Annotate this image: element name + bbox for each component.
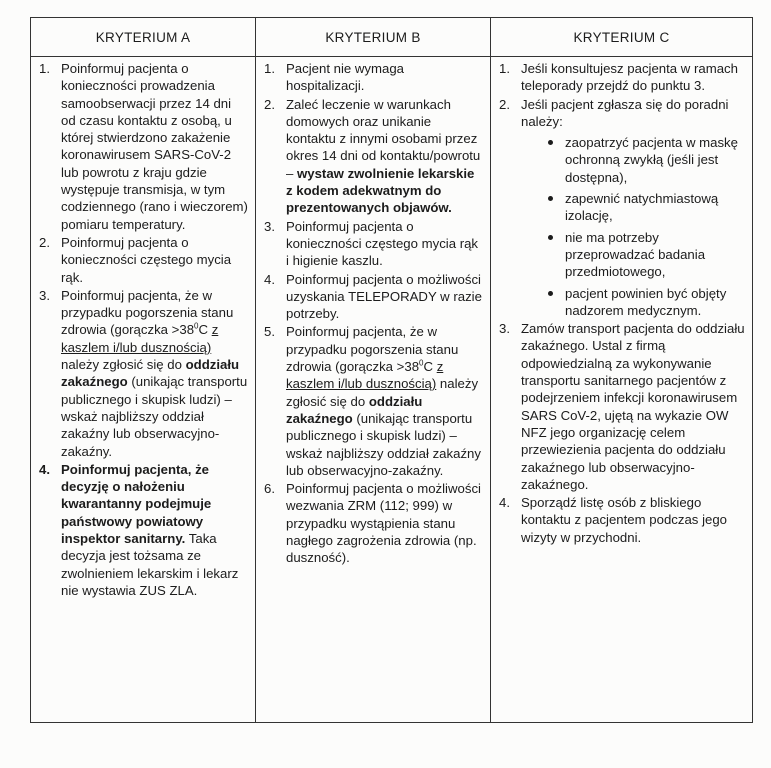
item-number: 3. [499,321,510,337]
item-text: Sporządź listę osób z bliskiego kontaktu z pacjentem podczas jego wizyty w przychodni. [521,495,727,545]
header-criterion-b: KRYTERIUM B [256,18,491,57]
bold-text: oddziału zakaźnego [61,357,240,390]
list-item [264,323,484,479]
underlined-text: z kaszlem i/lub dusznością) [61,322,219,355]
item-text: Jeśli pacjent zgłasza się do poradni należy: [521,96,729,129]
column-criterion-c [491,57,753,723]
list-criterion-c [499,60,746,546]
list-item [264,96,484,217]
item-text: Pacjent nie wymaga hospitalizacji. [286,61,405,94]
list-item [264,60,484,95]
item-number: 4. [499,495,510,511]
item-text: Taka decyzja jest tożsama ze zwolnieniem lekarskim i lekarz nie wystawia ZUS ZLA. [61,531,239,598]
item-text: (unikając transportu publicznego i skupisk ludzi) – wskaż najbliższy oddział zakaźny lub obserwacyjno-zakaźny. [286,410,481,478]
header-criterion-c: KRYTERIUM C [491,18,753,57]
header-row [31,18,753,57]
underlined-text: z kaszlem i/lub dusznością) [286,359,444,392]
list-item [39,461,249,599]
column-criterion-a [31,57,256,723]
item-text: Jeśli konsultujesz pacjenta w ramach teleporady przejdź do punktu 3. [521,61,738,94]
bullet-item: pacjent powinien być objęty nadzorem medycznym. [521,285,746,320]
list-criterion-a [39,60,249,599]
item-number: 6. [264,481,275,497]
list-criterion-b [264,60,484,567]
item-text: (unikając transportu publicznego i skupisk ludzi) – wskaż najbliższy oddział zakaźny lub obserwacyjno-zakaźny. [61,374,248,459]
item-text: Poinformuj pacjenta o możliwości wezwania ZRM (112; 999) w przypadku wystąpienia stanu nagłego zagrożenia zdrowia (np. duszność). [286,481,481,566]
list-item [39,287,249,460]
list-item [499,96,746,320]
list-item [499,494,746,546]
item-text: Poinformuj pacjenta o konieczności prowadzenia samoobserwacji przez 14 dni od czasu kontaktu z osobą, u której stwierdzono zakażenie koronawirusem SARS-CoV-2 lub powrotu z kraju gdzie występuje transmisja, w tym codziennego (rano i wieczorem) pomiaru temperatury. [61,61,248,232]
list-item [499,60,746,95]
item-number: 2. [264,96,275,112]
item-text: Zaleć leczenie w warunkach domowych oraz unikanie kontaktu z innymi osobami przez okres 14 dni od kontaktu/powrotu – [286,96,481,181]
item-text: C [423,359,437,375]
item-number: 3. [264,218,275,234]
item-text: Poinformuj pacjenta, że w przypadku pogorszenia stanu zdrowia (gorączka >38 [61,287,234,338]
degree-sup: 0 [194,322,199,332]
bold-text: Poinformuj pacjenta, że decyzję o nałożeniu kwarantanny podejmuje państwowy powiatowy inspektor sanitarny. [61,461,212,547]
item-number: 2. [499,96,510,112]
item-number: 4. [264,271,275,287]
item-number: 5. [264,324,275,340]
item-number: 2. [39,234,50,250]
list-item [264,480,484,566]
item-number: 3. [39,287,50,303]
item-number: 1. [264,61,275,76]
list-item [264,271,484,323]
item-text: Poinformuj pacjenta o konieczności częstego mycia rąk. [61,234,232,285]
item-text: należy zgłosić się do [286,376,479,409]
item-number: 4. [39,461,50,477]
item-text: C [198,322,212,338]
list-item [39,60,249,233]
item-number: 1. [499,61,510,76]
degree-sup: 0 [419,358,424,368]
list-item [499,320,746,493]
item-text: Poinformuj pacjenta, że w przypadku pogorszenia stanu zdrowia (gorączka >38 [286,324,459,375]
header-criterion-a: KRYTERIUM A [31,18,256,57]
content-row [31,57,753,723]
bullet-item: nie ma potrzeby przeprowadzać badania przedmiotowego, [521,229,746,281]
bold-text: wystaw zwolnienie lekarskie z kodem adekwatnym do prezentowanych objawów. [286,165,475,216]
bullet-item: zaopatrzyć pacjenta w maskę ochronną zwykłą (jeśli jest dostępna), [521,134,746,186]
bullet-list [521,134,746,319]
list-item [264,218,484,270]
item-text: należy zgłosić się do [61,357,186,373]
column-criterion-b [256,57,491,723]
item-text: Poinformuj pacjenta o możliwości uzyskania TELEPORADY w razie potrzeby. [286,271,482,322]
list-item [39,234,249,286]
criteria-table [30,17,753,723]
item-text: Poinformuj pacjenta o konieczności częstego mycia rąk i higienie kaszlu. [286,218,479,269]
bold-text: oddziału zakaźnego [286,393,423,426]
bullet-item: zapewnić natychmiastową izolację, [521,190,746,225]
item-text: Zamów transport pacjenta do oddziału zakaźnego. Ustal z firmą odpowiedzialną za wykonywanie transportu sanitarnego pacjentów z podejrzeniem infekcji koronawirusem SARS CoV-2, ujętą na wykazie OW NFZ jego organizację celem przewiezienia pacjenta do oddziału zakaźnego lub obserwacyjno-zakaźnego. [521,321,745,492]
item-number: 1. [39,61,50,76]
